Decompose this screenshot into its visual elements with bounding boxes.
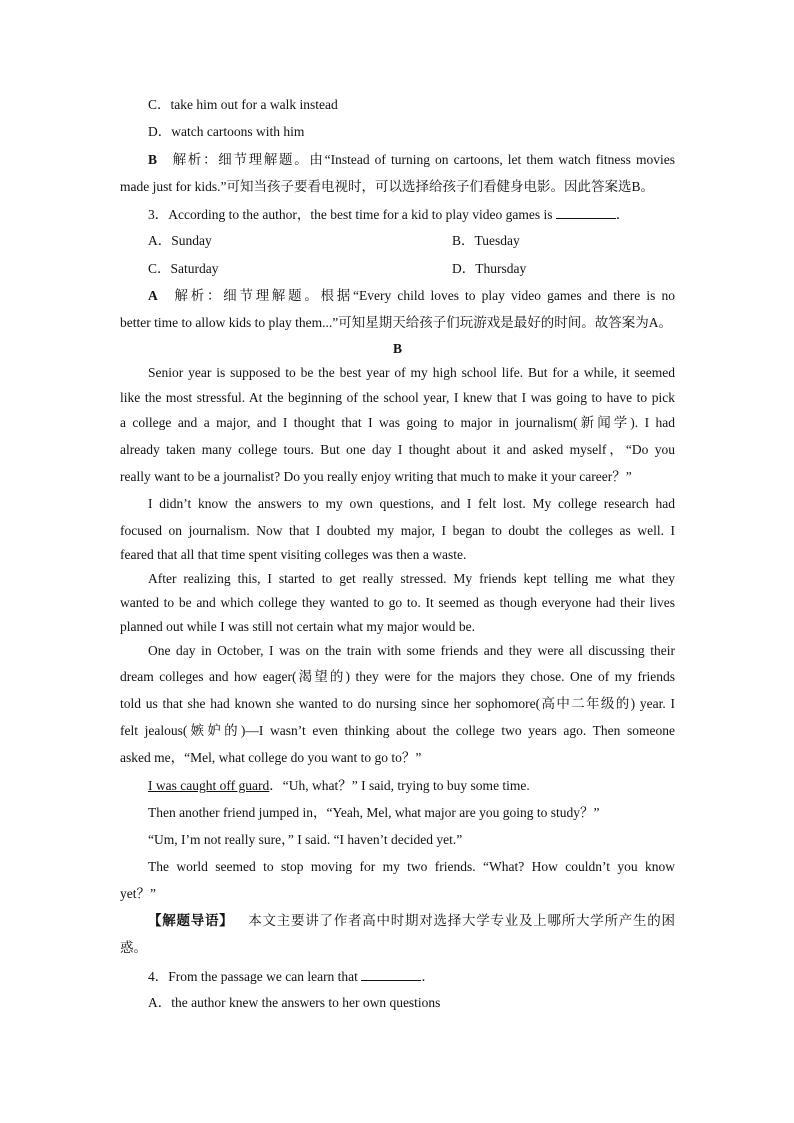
q4-option-a: A．the author knew the answers to her own questions [148,995,441,1010]
passage-line: After realizing this, I started to get really stressed. My friends kept telling me what they [148,571,675,586]
passage-line: told us that she had known she wanted to do nursing since her sophomore(高中二年级的) year. I [120,696,675,711]
passage-line: planned out while I was still not certain what my major would be. [120,619,476,634]
passage-line: really want to be a journalist? Do you really enjoy writing that much to make it your career？” [120,469,632,484]
passage-line: focused on journalism. Now that I doubted my major, I began to doubt the colleges as well. I [120,523,675,538]
q3-answer-letter: A [148,288,158,303]
q3-option-a: A．Sunday [148,233,212,248]
q2-option-c: C．take him out for a walk instead [148,97,338,112]
q3-option-d: D．Thursday [452,261,527,276]
q3-answer-line-2: better time to allow kids to play them...”可知星期天给孩子们玩游戏是最好的时间。故答案为A。 [120,315,672,330]
answer-blank [361,966,421,981]
passage-line: Senior year is supposed to be the best year of my high school life. But for a while, it seemed [148,365,675,380]
passage-line: felt jealous(嫉妒的)—I wasn’t even thinking about the college two years ago. Then someone [120,723,675,738]
passage-line: Then another friend jumped in，“Yeah, Mel, what major are you going to study？” [148,805,600,820]
q3-answer-text-1: 解析：细节理解题。根据“Every child loves to play video games and there is no [171,288,675,303]
passage-line [148,776,675,796]
passage-line: asked me，“Mel, what college do you want to go to？” [120,750,422,765]
q3-stem [148,204,675,225]
passage-line: a college and a major, and I thought that I was going to major in journalism(新闻学). I had [120,415,675,430]
q4-stem [148,966,675,987]
passage-line: already taken many college tours. But one day I thought about it and asked myself，“Do you [120,442,675,457]
q2-option-d: D．watch cartoons with him [148,124,305,139]
q3-option-b: B．Tuesday [452,233,520,248]
q2-answer-line-1 [148,150,675,170]
q3-answer-line-1 [148,286,675,306]
guide-label: 【解题导语】 [148,913,234,928]
passage-line: dream colleges and how eager(渴望的) they were for the majors they chose. One of my friends [120,669,675,684]
guide-line-1 [148,911,675,931]
passage-line: feared that all that time spent visiting colleges was then a waste. [120,547,467,562]
passage-line-rest: ．“Uh, what？” I said, trying to buy some time. [269,778,530,793]
q3-option-c: C．Saturday [148,261,219,276]
q4-stem-text: 4．From the passage we can learn that [148,969,358,984]
guide-line-2: 惑。 [120,940,147,955]
q3-stem-text: 3．According to the author，the best time for a kid to play video games is [148,207,553,222]
q4-stem-end: ． [421,969,435,984]
passage-line: wanted to be and which college they wanted to go to. It seemed as though everyone had their lives [120,595,675,610]
passage-heading: B [392,341,402,356]
q2-answer-letter: B [148,152,158,167]
passage-line: The world seemed to stop moving for my two friends. “What? How couldn’t you know [148,859,675,874]
passage-line: “Um, I’m not really sure，” I said. “I haven’t decided yet.” [148,832,463,847]
underlined-phrase: I was caught off guard [148,778,270,793]
passage-line: I didn’t know the answers to my own questions, and I felt lost. My college research had [148,496,675,511]
answer-blank [556,204,616,219]
passage-line: yet？” [120,886,156,901]
q3-stem-end: ． [615,207,630,222]
q2-answer-text-1: 解析：细节理解题。由“Instead of turning on cartoons, let them watch fitness movies [171,152,675,167]
passage-line: like the most stressful. At the beginning of the school year, I knew that I was going to have to pick [120,390,675,405]
passage-line: One day in October, I was on the train with some friends and they were all discussing their [148,643,675,658]
guide-text-1: 本文主要讲了作者高中时期对选择大学专业及上哪所大学所产生的困 [247,913,675,928]
q2-answer-line-2: made just for kids.”可知当孩子要看电视时，可以选择给孩子们看健身电影。因此答案选B。 [120,179,654,194]
